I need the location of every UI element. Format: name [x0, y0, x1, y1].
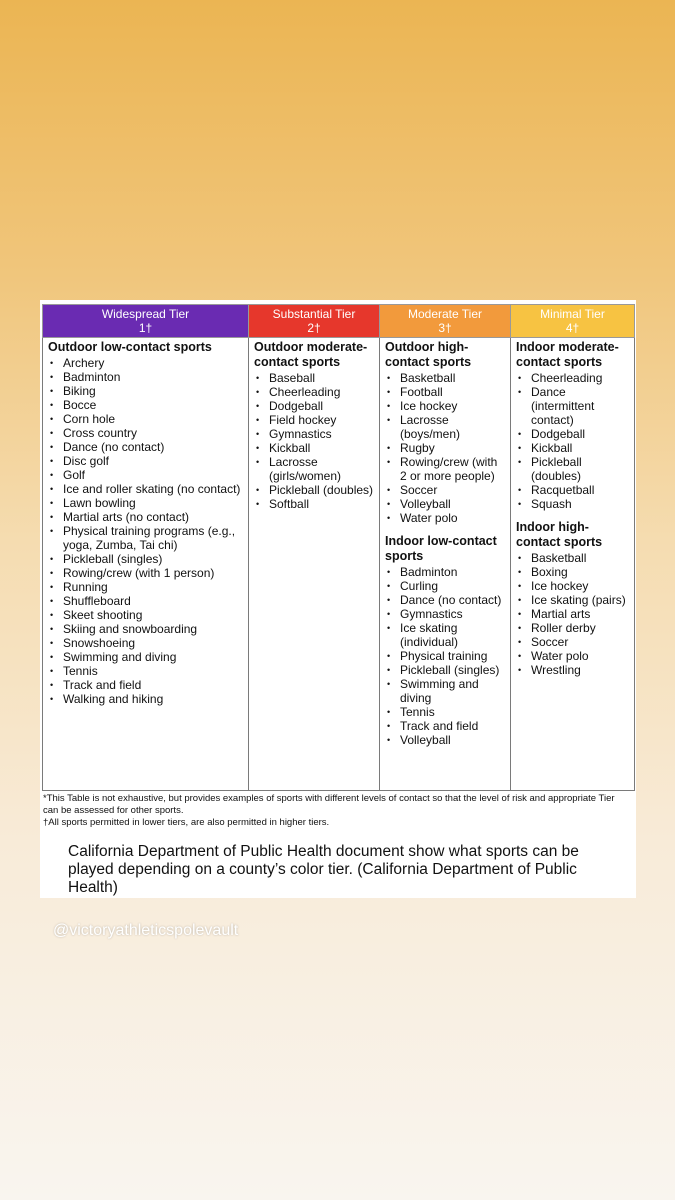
sport-item: • Rowing/crew (with 1 person) [48, 566, 244, 580]
account-handle: @victoryathleticspolevault [53, 922, 239, 939]
tier-header-moderate: Moderate Tier 3† [380, 305, 511, 338]
sport-item: • Lacrosse (girls/women) [254, 455, 375, 483]
sport-group [516, 340, 630, 511]
sport-item: • Pickleball (doubles) [516, 455, 630, 483]
sport-list [254, 371, 375, 511]
sport-item: • Ice and roller skating (no contact) [48, 482, 244, 496]
tier-column [43, 338, 249, 791]
sport-item: • Ice hockey [516, 579, 630, 593]
tier-column [380, 338, 511, 791]
sport-item: • Lacrosse (boys/men) [385, 413, 506, 441]
sport-item: • Rowing/crew (with 2 or more people) [385, 455, 506, 483]
sport-item: • Kickball [254, 441, 375, 455]
sport-item: • Corn hole [48, 412, 244, 426]
sport-item: • Soccer [516, 635, 630, 649]
sport-item: • Volleyball [385, 497, 506, 511]
sport-item: • Skiing and snowboarding [48, 622, 244, 636]
footnote: *This Table is not exhaustive, but provides examples of sports with different levels of contact so that the level of risk and appropriate Tier can be assessed for other sports. [43, 793, 615, 816]
sport-item: • Ice skating (individual) [385, 621, 506, 649]
sport-item: • Ice hockey [385, 399, 506, 413]
table-footnotes [43, 793, 623, 829]
sport-list [516, 551, 630, 677]
footnote: †All sports permitted in lower tiers, are also permitted in higher tiers. [43, 817, 330, 828]
sport-group-title: Outdoor moderate-contact sports [254, 340, 368, 369]
sport-item: • Ice skating (pairs) [516, 593, 630, 607]
sport-item: • Badminton [385, 565, 506, 579]
tier-column [249, 338, 380, 791]
sport-item: • Volleyball [385, 733, 506, 747]
sport-item: • Archery [48, 356, 244, 370]
sport-item: • Basketball [516, 551, 630, 565]
sport-item: • Swimming and diving [385, 677, 506, 705]
tier-column [511, 338, 635, 791]
sport-item: • Pickleball (singles) [48, 552, 244, 566]
sport-item: • Cheerleading [516, 371, 630, 385]
sport-item: • Dance (no contact) [385, 593, 506, 607]
sport-group-title: Outdoor low-contact sports [48, 340, 212, 354]
sport-list [385, 371, 506, 525]
sport-item: • Wrestling [516, 663, 630, 677]
sport-item: • Cheerleading [254, 385, 375, 399]
sport-item: • Disc golf [48, 454, 244, 468]
sport-item: • Field hockey [254, 413, 375, 427]
sport-item: • Basketball [385, 371, 506, 385]
sport-item: • Physical training [385, 649, 506, 663]
sport-item: • Shuffleboard [48, 594, 244, 608]
sport-item: • Tennis [385, 705, 506, 719]
tier-body-row [43, 338, 635, 791]
sport-list [516, 371, 630, 511]
sport-item: • Squash [516, 497, 630, 511]
sport-item: • Swimming and diving [48, 650, 244, 664]
sport-group [48, 340, 244, 706]
tier-header-row [43, 305, 635, 338]
sport-item: • Lawn bowling [48, 496, 244, 510]
sport-item: • Running [48, 580, 244, 594]
sport-list [385, 565, 506, 747]
sport-item: • Badminton [48, 370, 244, 384]
sport-item: • Dodgeball [516, 427, 630, 441]
sport-group [254, 340, 375, 511]
sport-item: • Golf [48, 468, 244, 482]
sport-item: • Martial arts (no contact) [48, 510, 244, 524]
sport-item: • Dance (no contact) [48, 440, 244, 454]
sport-item: • Bocce [48, 398, 244, 412]
sport-item: • Water polo [516, 649, 630, 663]
sport-group-title: Indoor high-contact sports [516, 520, 603, 549]
sport-item: • Football [385, 385, 506, 399]
sport-group-title: Indoor low-contact sports [385, 534, 497, 563]
sport-item: • Track and field [48, 678, 244, 692]
sport-item: • Martial arts [516, 607, 630, 621]
sport-item: • Softball [254, 497, 375, 511]
sport-item: • Gymnastics [385, 607, 506, 621]
sport-item: • Soccer [385, 483, 506, 497]
sport-item: • Curling [385, 579, 506, 593]
sport-group [516, 520, 630, 677]
sport-item: • Cross country [48, 426, 244, 440]
sport-item: • Roller derby [516, 621, 630, 635]
sport-item: • Water polo [385, 511, 506, 525]
sport-item: • Snowshoeing [48, 636, 244, 650]
sport-item: • Tennis [48, 664, 244, 678]
document-card [40, 300, 636, 898]
sport-list [48, 356, 244, 706]
sport-item: • Kickball [516, 441, 630, 455]
tier-header-substantial: Substantial Tier 2† [249, 305, 380, 338]
sport-item: • Boxing [516, 565, 630, 579]
photo-caption: California Department of Public Health document show what sports can be played depending on a county’s color tier. (California Department of Public Health) [68, 843, 579, 896]
sport-item: • Pickleball (doubles) [254, 483, 375, 497]
sport-item: • Pickleball (singles) [385, 663, 506, 677]
sport-group-title: Indoor moderate-contact sports [516, 340, 619, 369]
sport-item: • Rugby [385, 441, 506, 455]
sport-item: • Gymnastics [254, 427, 375, 441]
sport-item: • Track and field [385, 719, 506, 733]
sport-item: • Racquetball [516, 483, 630, 497]
sport-item: • Dodgeball [254, 399, 375, 413]
sports-tier-table [42, 304, 635, 791]
sport-group-title: Outdoor high-contact sports [385, 340, 472, 369]
tier-header-minimal: Minimal Tier 4† [511, 305, 635, 338]
tier-header-widespread: Widespread Tier 1† [43, 305, 249, 338]
sport-item: • Physical training programs (e.g., yoga, Zumba, Tai chi) [48, 524, 244, 552]
sport-group [385, 534, 506, 747]
sport-item: • Biking [48, 384, 244, 398]
sport-item: • Skeet shooting [48, 608, 244, 622]
sport-item: • Dance (intermittent contact) [516, 385, 630, 427]
sport-group [385, 340, 506, 525]
sport-item: • Baseball [254, 371, 375, 385]
sport-item: • Walking and hiking [48, 692, 244, 706]
